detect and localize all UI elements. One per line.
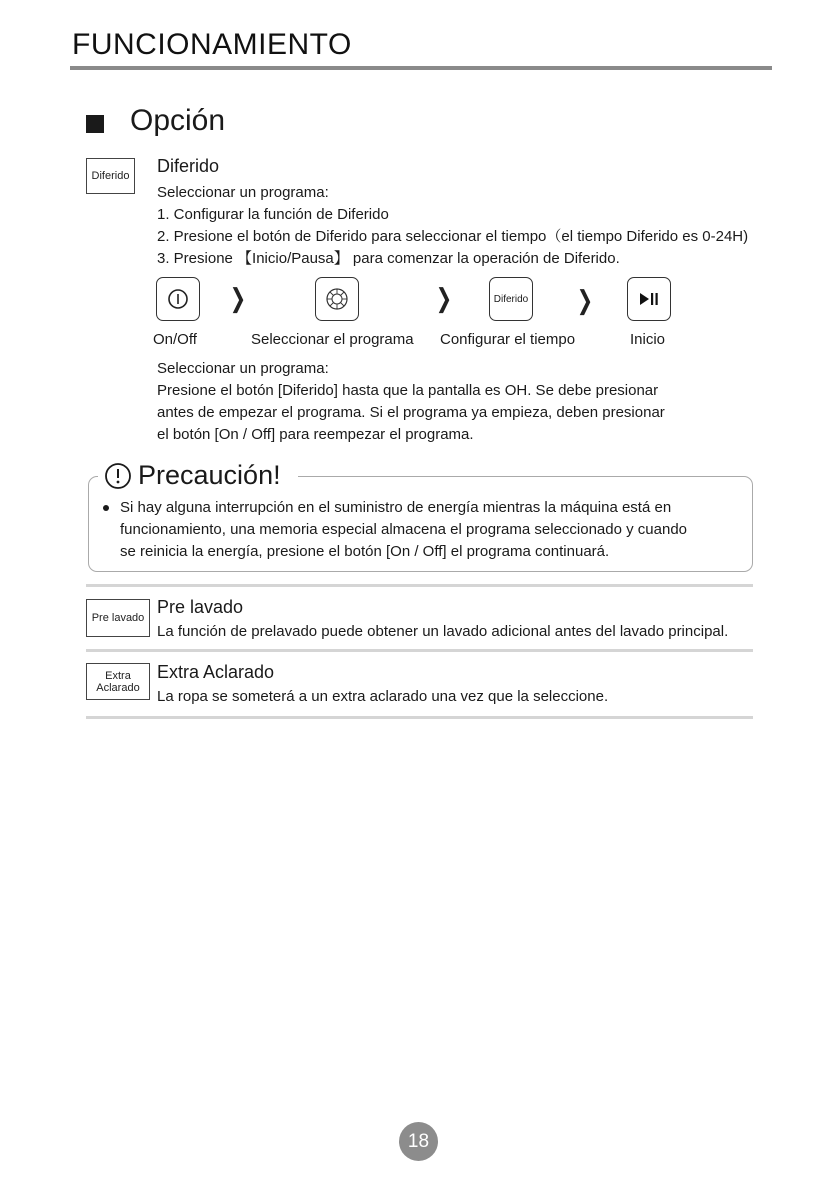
bullet-icon — [103, 505, 109, 511]
section-bullet-icon — [86, 115, 104, 133]
diferido-line: 1. Configurar la función de Diferido — [157, 206, 389, 223]
extra-button-label-1: Extra — [105, 669, 131, 682]
page-header-title: FUNCIONAMIENTO — [72, 28, 352, 61]
diferido-title: Diferido — [157, 156, 220, 176]
diferido-line: 3. Presione 【Inicio/Pausa】 para comenzar la operación de Diferido. — [157, 250, 620, 267]
caution-line: Si hay alguna interrupción en el suministro de energía mientras la máquina está en — [120, 499, 672, 516]
page-number: 18 — [399, 1122, 438, 1161]
chevron-right-icon: ❯ — [576, 285, 594, 315]
diferido-step-icon-label: Diferido — [493, 293, 529, 305]
diferido-button-icon — [489, 277, 533, 321]
diferido-note-line: el botón [On / Off] para reempezar el programa. — [157, 426, 474, 443]
extra-title: Extra Aclarado — [157, 662, 275, 682]
step-label-time: Configurar el tiempo — [440, 331, 576, 348]
program-dial-icon — [315, 277, 359, 321]
chevron-right-icon: ❯ — [435, 283, 453, 313]
prelavado-button-label: Pre lavado — [91, 612, 145, 624]
section-title: Opción — [130, 104, 226, 137]
diferido-line: Seleccionar un programa: — [157, 184, 329, 201]
extra-text: La ropa se someterá a un extra aclarado una vez que la seleccione. — [157, 688, 609, 705]
diferido-line: 2. Presione el botón de Diferido para seleccionar el tiempo（el tiempo Diferido es 0-24H) — [157, 228, 749, 245]
extra-button-label-2: Aclarado — [96, 681, 140, 694]
divider — [86, 584, 753, 587]
diferido-note-line: Seleccionar un programa: — [157, 360, 329, 377]
header-rule — [70, 66, 772, 70]
chevron-right-icon: ❯ — [229, 283, 247, 313]
diferido-button-label: Diferido — [91, 170, 130, 182]
caution-title: Precaución! — [138, 460, 281, 490]
step-label-start: Inicio — [630, 331, 666, 348]
diferido-note-line: antes de empezar el programa. Si el programa ya empieza, deben presionar — [157, 404, 665, 421]
step-label-on-off: On/Off — [153, 331, 197, 348]
prelavado-button-icon — [86, 599, 150, 637]
extra-aclarado-button-icon — [86, 663, 150, 700]
diferido-note — [157, 358, 665, 446]
power-icon — [156, 277, 200, 321]
warning-icon — [104, 462, 132, 490]
divider — [86, 716, 753, 719]
divider — [86, 649, 753, 652]
diferido-note-line: Presione el botón [Diferido] hasta que la pantalla es OH. Se debe presionar — [157, 382, 659, 399]
prelavado-title: Pre lavado — [157, 597, 244, 617]
step-label-program: Seleccionar el programa — [251, 331, 414, 348]
caution-text — [120, 497, 687, 563]
caution-line: se reinicia la energía, presione el botón [On / Off] el programa continuará. — [120, 543, 610, 560]
diferido-instructions — [157, 182, 748, 270]
caution-line: funcionamiento, una memoria especial almacena el programa seleccionado y cuando — [120, 521, 687, 538]
caution-header — [104, 460, 281, 491]
prelavado-text: La función de prelavado puede obtener un lavado adicional antes del lavado principal. — [157, 623, 729, 640]
diferido-button-icon — [86, 158, 135, 194]
play-pause-icon — [627, 277, 671, 321]
